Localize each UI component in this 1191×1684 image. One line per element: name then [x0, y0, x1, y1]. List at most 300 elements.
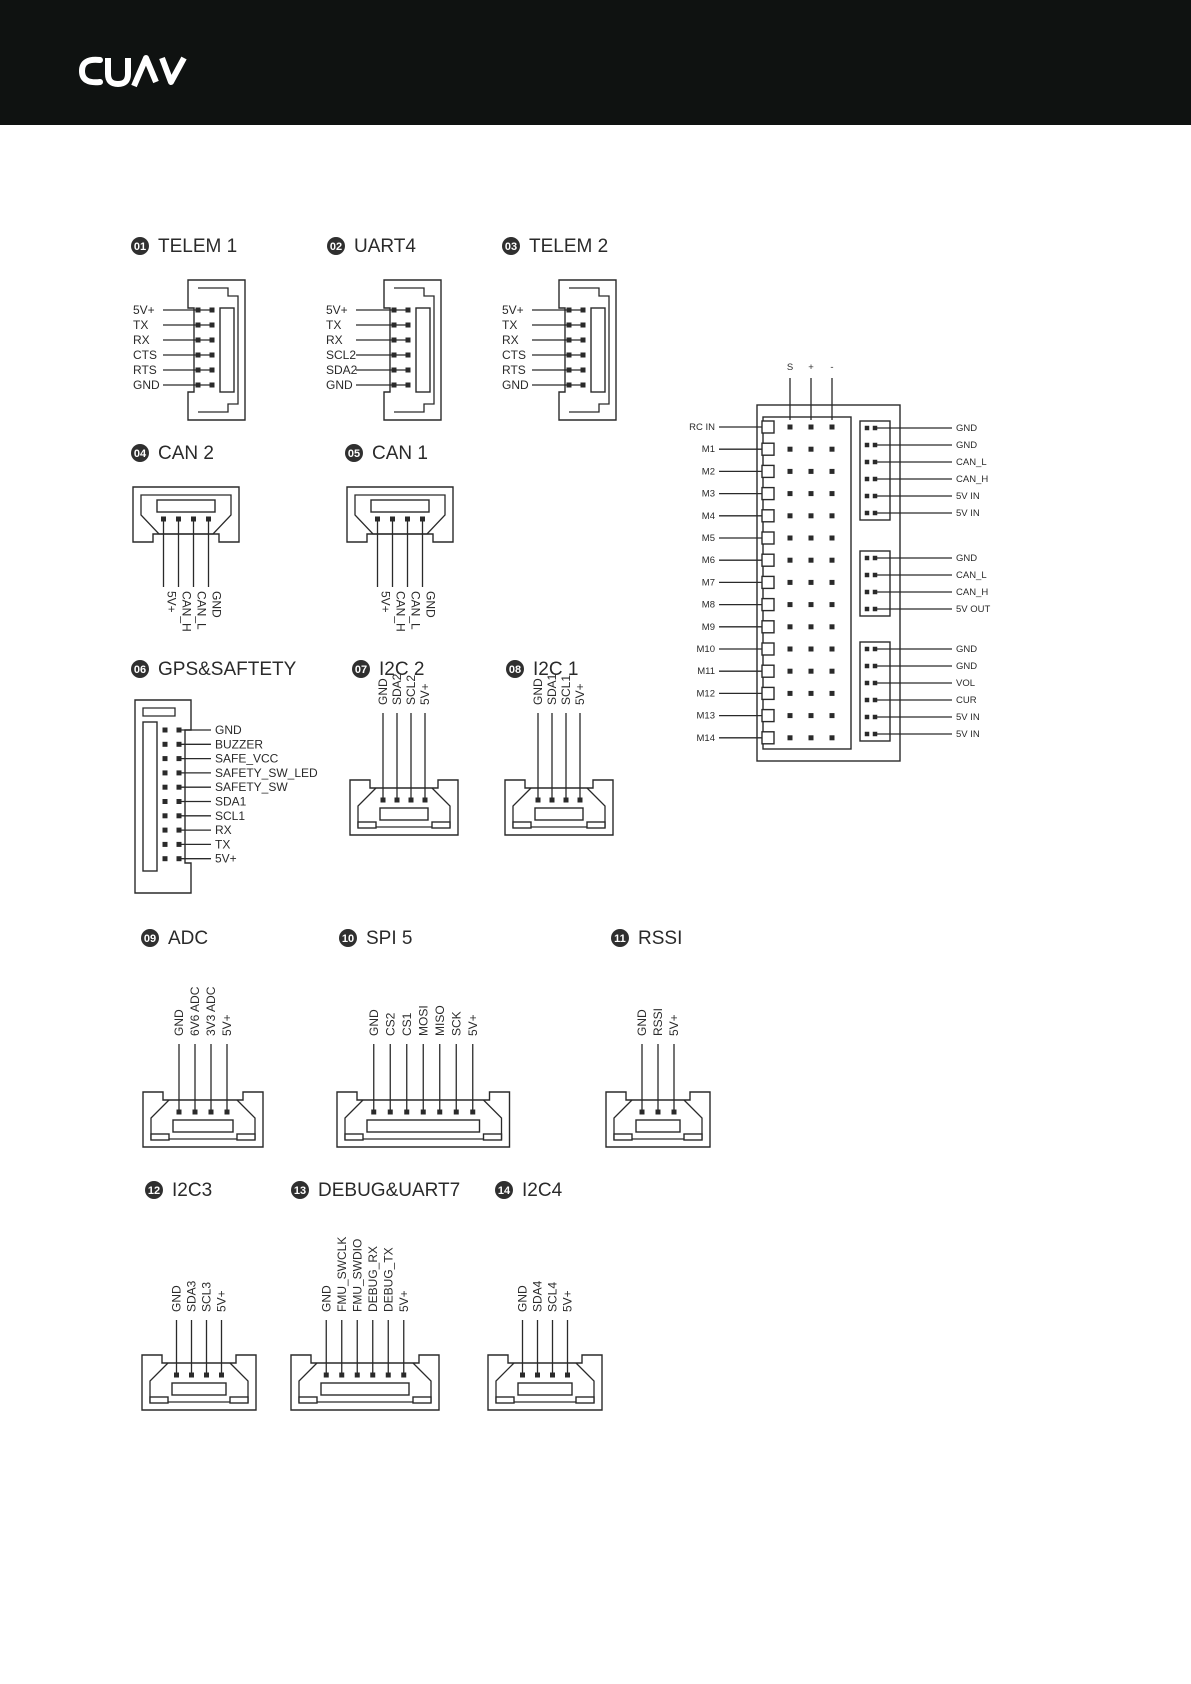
pin-label: SCL2: [326, 348, 357, 362]
rail-group-pin: [865, 477, 870, 482]
rail-group-pin: [873, 607, 878, 612]
section-number: 13: [293, 1185, 307, 1197]
pin-label: CTS: [133, 348, 157, 362]
pin: [163, 856, 168, 861]
rail-pin: [809, 513, 814, 518]
pin-label: 5V+: [214, 1290, 229, 1312]
pin-label: FMU_SWCLK: [334, 1236, 349, 1312]
connector-slot: [173, 1120, 233, 1132]
rail-group-pin: [865, 573, 870, 578]
connector-slot: [591, 308, 605, 392]
rail-pin: [830, 735, 835, 740]
rail-group-pin: [873, 556, 878, 561]
pin-label: CAN_L: [194, 591, 209, 630]
rail-pin: [830, 447, 835, 452]
rail-channel-outline: [762, 554, 774, 566]
rail-pin: [830, 602, 835, 607]
pin: [177, 828, 182, 833]
pin-label: GND: [319, 1285, 334, 1312]
pin: [567, 308, 572, 313]
pin: [392, 383, 397, 388]
rail-group-1-housing: [860, 421, 890, 520]
pin: [163, 799, 168, 804]
connector-s09: [141, 928, 263, 1147]
rail-pin: [788, 602, 793, 607]
rail-channel-label: M11: [697, 666, 715, 678]
connector-mount-right: [587, 822, 605, 828]
rail-group-pin: [873, 681, 878, 686]
section-title: I2C3: [172, 1180, 213, 1201]
rail-pin: [830, 513, 835, 518]
rail-pin: [830, 624, 835, 629]
rail-group-pin: [873, 664, 878, 669]
rail-top-label: +: [808, 362, 814, 373]
connector-slot: [518, 1383, 572, 1395]
rail-group-pin: [873, 590, 878, 595]
rail-group-label: GND: [956, 644, 978, 655]
rail-channel-outline: [762, 621, 774, 633]
rail-group-label: VOL: [956, 678, 976, 689]
rail-channel-outline: [762, 710, 774, 722]
section-title: ADC: [168, 928, 209, 949]
connector-s11: [606, 928, 710, 1147]
pin-label: GND: [209, 591, 224, 618]
section-number: 10: [341, 933, 355, 945]
connector-mount-left: [496, 1397, 514, 1403]
pin: [177, 856, 182, 861]
connector-slot: [416, 308, 430, 392]
rail-pin: [788, 469, 793, 474]
rail-pin: [809, 647, 814, 652]
rail-channel-outline: [762, 443, 774, 455]
rail-pin: [830, 536, 835, 541]
pin: [581, 338, 586, 343]
pin-label: RSSI: [651, 1007, 665, 1036]
rail-channel-outline: [762, 465, 774, 477]
pin-label: RX: [215, 823, 232, 838]
pin-label: 5V+: [502, 303, 524, 317]
rail-group-pin: [865, 426, 870, 431]
pin: [567, 353, 572, 358]
rail-group-pin: [873, 732, 878, 737]
pin: [177, 842, 182, 847]
connector-s12: [142, 1180, 256, 1410]
pin-label: 5V+: [560, 1290, 575, 1312]
rail-pin: [830, 425, 835, 430]
rail-group-label: CAN_L: [956, 457, 987, 468]
rail-pin: [788, 558, 793, 563]
rail-group-label: CAN_L: [956, 570, 987, 581]
rail-channel-outline: [762, 576, 774, 588]
pin-label: GND: [215, 723, 242, 737]
pin-label: SCL4: [545, 1281, 560, 1312]
rail-group-pin: [865, 664, 870, 669]
rail-pin: [830, 580, 835, 585]
rail-channel-label: M8: [701, 599, 715, 611]
rail-group-pin: [865, 681, 870, 686]
rail-pin: [788, 669, 793, 674]
rail-channel-label: M3: [701, 488, 715, 500]
rail-group-pin: [873, 477, 878, 482]
section-number: 02: [329, 241, 343, 253]
pin: [406, 323, 411, 328]
pin-label: SCK: [449, 1011, 464, 1036]
pin: [392, 308, 397, 313]
pin: [163, 742, 168, 747]
pin-label: 5V+: [220, 1014, 234, 1036]
pin-label: GND: [531, 678, 545, 705]
pin-label: SDA1: [215, 794, 247, 809]
pin-label: MISO: [432, 1005, 447, 1036]
pin-label: 5V+: [573, 683, 587, 705]
rail-pin: [809, 624, 814, 629]
connector-housing: [188, 280, 245, 420]
pin-label: SDA1: [545, 673, 559, 705]
rail-group-pin: [865, 715, 870, 720]
pin-label: SDA4: [530, 1280, 545, 1312]
rail-pin: [830, 691, 835, 696]
rail-channel-label: M5: [701, 533, 715, 544]
rail-pin: [788, 713, 793, 718]
rail-group-label: GND: [956, 553, 978, 564]
rail-pin: [830, 647, 835, 652]
pin-label: 6V6 ADC: [188, 986, 202, 1036]
connector-mount-right: [230, 1397, 248, 1403]
rail-channel-label: M4: [701, 510, 715, 522]
pin: [177, 813, 182, 818]
connector-mount-left: [150, 1397, 168, 1403]
pin: [210, 338, 215, 343]
pin: [581, 383, 586, 388]
connector-slot: [172, 1383, 226, 1395]
rail-pin: [809, 735, 814, 740]
rail-pin: [809, 602, 814, 607]
pin: [177, 756, 182, 761]
pin: [196, 383, 201, 388]
section-number: 01: [133, 241, 147, 253]
connector-slot: [380, 808, 428, 820]
connector-mount-left: [358, 822, 376, 828]
connector-s08: [505, 659, 613, 835]
pin: [163, 813, 168, 818]
pin-label: 5V+: [133, 303, 155, 317]
pin-label: TX: [215, 837, 231, 852]
pin-label: 5V+: [418, 683, 432, 705]
cuav-logo-mark: [78, 52, 190, 90]
section-title: I2C 1: [533, 659, 579, 680]
pin: [581, 368, 586, 373]
section-title: CAN 1: [372, 443, 428, 464]
connector-slot: [636, 1120, 680, 1132]
rail-pin: [809, 713, 814, 718]
rail-channel-outline: [762, 687, 774, 699]
rail-group-2-housing: [860, 551, 890, 616]
rail-channel-label: M9: [701, 621, 715, 633]
pin-label: TX: [502, 318, 518, 332]
rail-pin: [809, 425, 814, 430]
pin-label: RTS: [502, 363, 526, 377]
pin: [163, 756, 168, 761]
section-title: TELEM 2: [529, 236, 609, 257]
pin-label: GND: [635, 1009, 649, 1036]
rail-channel-label: M6: [701, 555, 715, 567]
pin: [581, 353, 586, 358]
connector-mount-right: [237, 1134, 255, 1140]
pin: [406, 308, 411, 313]
pin: [210, 323, 215, 328]
rail-pin: [788, 691, 793, 696]
rail-top-label: S: [786, 362, 794, 373]
pin-label: MOSI: [416, 1005, 431, 1036]
pin: [406, 383, 411, 388]
rail-group-pin: [873, 511, 878, 516]
rail-pin: [809, 691, 814, 696]
pin-label: GND: [376, 678, 390, 705]
connector-slot: [321, 1383, 409, 1395]
rail-channel-label: M2: [701, 466, 715, 478]
rail-channel-label: M14: [696, 732, 715, 744]
rail-group-label: 5V OUT: [956, 604, 991, 615]
rail-group-label: 5V IN: [956, 729, 980, 740]
rail-pin: [830, 558, 835, 563]
rail-channel-outline: [762, 665, 774, 677]
pin: [163, 828, 168, 833]
pin-label: 5V+: [164, 591, 179, 613]
connector-s07: [350, 659, 458, 835]
pin: [210, 353, 215, 358]
connector-mount-left: [513, 822, 531, 828]
rail-group-pin: [865, 511, 870, 516]
section-title: SPI 5: [366, 928, 413, 949]
rail-group-pin: [873, 715, 878, 720]
rail-group-label: GND: [956, 423, 978, 434]
section-number: 09: [143, 933, 157, 945]
section-number: 07: [354, 664, 368, 676]
pin: [196, 323, 201, 328]
rail-group-pin: [865, 443, 870, 448]
rail-pin: [788, 447, 793, 452]
connector-mount-left: [151, 1134, 169, 1140]
pin: [196, 308, 201, 313]
connector-slot: [157, 500, 215, 512]
rail-group-label: GND: [956, 440, 978, 451]
pin: [163, 728, 168, 733]
pin-label: GND: [366, 1009, 381, 1036]
pin: [177, 785, 182, 790]
pin: [177, 728, 182, 733]
pin-label: GND: [326, 378, 353, 392]
pin-label: SCL2: [404, 674, 418, 705]
pin-label: CTS: [502, 348, 526, 362]
connector-s05: [345, 443, 453, 632]
pin-label: SAFETY_SW_LED: [215, 765, 318, 780]
connector-s10: [337, 928, 510, 1147]
pin-label: CS1: [399, 1012, 414, 1036]
rail-channel-label: M7: [701, 577, 715, 589]
pin-label: 5V+: [667, 1014, 681, 1036]
connector-s13: [291, 1180, 460, 1410]
rail-group-pin: [865, 590, 870, 595]
connector-pinout-diagram: [0, 125, 1191, 1684]
rail-pin: [809, 469, 814, 474]
section-title: RSSI: [638, 928, 683, 949]
section-number: 03: [504, 241, 518, 253]
connector-slot: [535, 808, 583, 820]
section-number: 04: [133, 448, 147, 460]
rail-pin: [788, 647, 793, 652]
connector-mount-left: [345, 1134, 363, 1140]
connector-mount-right: [484, 1134, 502, 1140]
rail-header-outline: [763, 417, 851, 749]
pin-label: 5V+: [465, 1014, 480, 1036]
pin: [567, 368, 572, 373]
pin: [177, 799, 182, 804]
pin-label: GND: [172, 1009, 186, 1036]
rail-group-pin: [865, 698, 870, 703]
rail-top-label: -: [830, 362, 834, 373]
rail-group-label: 5V IN: [956, 491, 980, 502]
connector-s04: [131, 443, 239, 632]
pin: [392, 368, 397, 373]
connector-housing: [384, 280, 441, 420]
pin: [210, 383, 215, 388]
rail-pin: [788, 624, 793, 629]
connector-s01: [131, 236, 245, 420]
section-number: 12: [147, 1185, 161, 1197]
connector-mount-left: [299, 1397, 317, 1403]
rail-group-pin: [865, 732, 870, 737]
connector-slot: [143, 722, 157, 871]
pin-label: CAN_H: [179, 591, 194, 632]
section-title: GPS&SAFTETY: [158, 659, 297, 680]
cuav-logo: [78, 52, 190, 92]
rail-group-label: CAN_H: [956, 587, 989, 598]
rail-channel-label: M1: [701, 444, 715, 456]
pin: [581, 308, 586, 313]
pin-label: GND: [169, 1285, 184, 1312]
pin-label: SCL1: [215, 808, 246, 823]
connector-slot: [371, 500, 429, 512]
section-number: 08: [508, 664, 522, 676]
pin-label: SDA2: [326, 363, 358, 377]
connector-housing: [559, 280, 616, 420]
rail-pin: [809, 447, 814, 452]
rail-channel-outline: [762, 510, 774, 522]
rail-channel-outline: [762, 488, 774, 500]
pin-label: DEBUG_RX: [365, 1245, 380, 1312]
pin-label: GND: [133, 378, 160, 392]
rail-group-pin: [873, 698, 878, 703]
rail-pin: [830, 713, 835, 718]
pin-label: 5V+: [396, 1290, 411, 1312]
rail-group-pin: [865, 647, 870, 652]
rail-pin: [809, 580, 814, 585]
rail-group-pin: [865, 494, 870, 499]
pin-label: TX: [326, 318, 342, 332]
rail-channel-outline: [762, 421, 774, 433]
section-number: 11: [614, 933, 626, 945]
rail-group-3-housing: [860, 642, 890, 741]
pin: [392, 353, 397, 358]
rail-pin: [830, 469, 835, 474]
connector-s14: [488, 1180, 602, 1410]
pin-label: SDA2: [390, 673, 404, 705]
rail-group-label: 5V IN: [956, 508, 980, 519]
rail-pin: [809, 536, 814, 541]
rail-group-pin: [873, 573, 878, 578]
rail-group-label: GND: [956, 661, 978, 672]
pin: [163, 842, 168, 847]
rail-pin: [788, 425, 793, 430]
rail-pin: [830, 491, 835, 496]
pin: [163, 770, 168, 775]
pin-label: 5V+: [378, 591, 393, 613]
pin: [567, 338, 572, 343]
rail-channel-label: RC IN: [689, 422, 715, 433]
page-header: [0, 0, 1191, 125]
pin: [567, 323, 572, 328]
rail-pin: [788, 580, 793, 585]
connector-mount-left: [614, 1134, 632, 1140]
rail-pin: [809, 669, 814, 674]
connector-mount-right: [432, 822, 450, 828]
rail-group-pin: [865, 460, 870, 465]
rail-channel-label: M10: [696, 644, 715, 655]
section-title: I2C4: [522, 1180, 563, 1201]
connector-mount-right: [684, 1134, 702, 1140]
pin: [567, 383, 572, 388]
section-title: CAN 2: [158, 443, 214, 464]
pin-label: SDA3: [184, 1280, 199, 1312]
connector-s06: [131, 659, 318, 893]
rail-pin: [788, 536, 793, 541]
pin-label: 5V+: [215, 851, 237, 866]
section-number: 06: [133, 664, 147, 676]
connector-slot: [367, 1120, 480, 1132]
rail-channel-label: M12: [696, 688, 715, 700]
pin: [163, 785, 168, 790]
rail-pin: [788, 735, 793, 740]
pin-label: SCL1: [559, 674, 573, 705]
pin: [210, 368, 215, 373]
pin-label: RTS: [133, 363, 157, 377]
pin-label: GND: [502, 378, 529, 392]
rail-group-label: CUR: [956, 695, 977, 706]
pin-label: TX: [133, 318, 149, 332]
rail-pin: [788, 491, 793, 496]
section-number: 14: [497, 1185, 511, 1197]
servo-rail-block: [689, 362, 990, 761]
pin-label: CAN_H: [393, 591, 408, 632]
pin: [406, 368, 411, 373]
pin: [177, 770, 182, 775]
section-title: I2C 2: [379, 659, 425, 680]
pin-label: RX: [133, 333, 150, 347]
pin-label: GND: [423, 591, 438, 618]
section-number: 05: [347, 448, 361, 460]
pin-label: GND: [515, 1285, 530, 1312]
pin-label: FMU_SWDIO: [350, 1238, 365, 1312]
pin-label: 5V+: [326, 303, 348, 317]
pin-label: RX: [326, 333, 343, 347]
section-title: DEBUG&UART7: [318, 1180, 461, 1201]
rail-channel-outline: [762, 643, 774, 655]
rail-group-label: CAN_H: [956, 474, 989, 485]
pin: [406, 353, 411, 358]
connector-s02: [326, 236, 441, 420]
rail-group-pin: [873, 494, 878, 499]
pin-label: SAFETY_SW: [215, 780, 288, 795]
